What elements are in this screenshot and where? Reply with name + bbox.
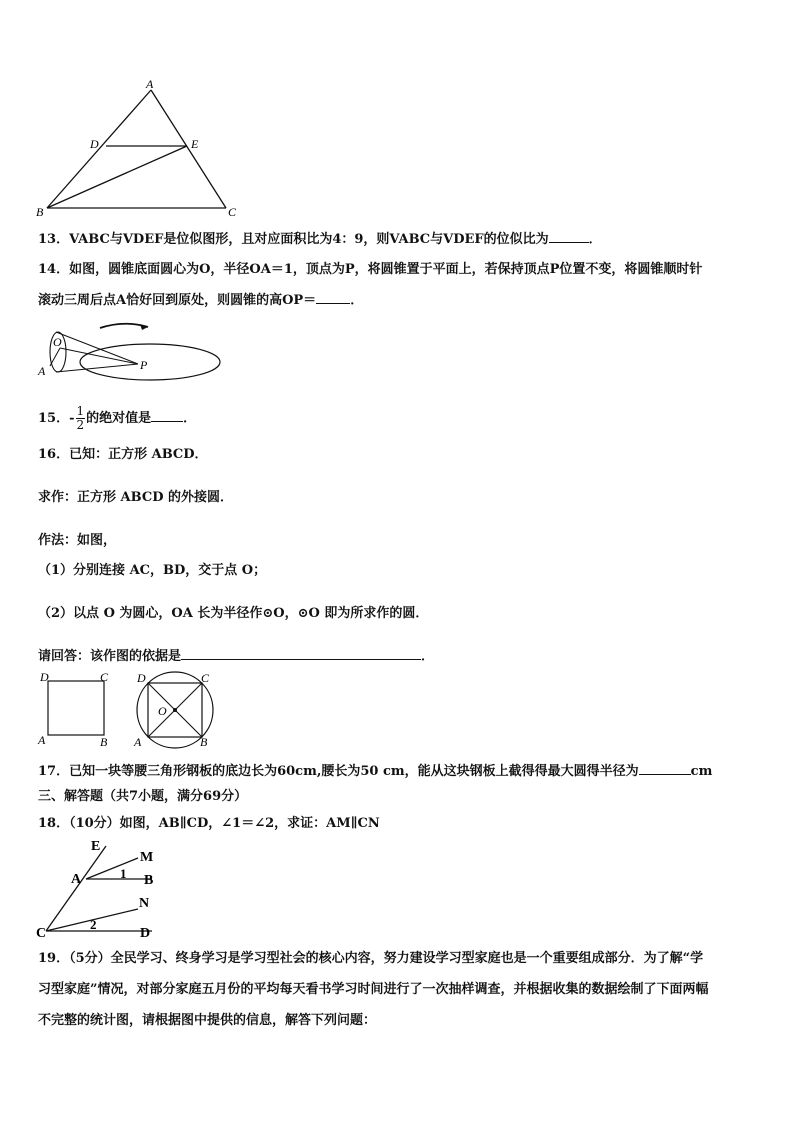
- question-15: [38, 405, 196, 432]
- question-13: [38, 230, 602, 249]
- label-D: D: [40, 670, 49, 684]
- label-E: E: [191, 137, 199, 151]
- angle-2-label: 2: [90, 917, 97, 932]
- label-O: O: [158, 704, 167, 718]
- question-16-ask-text: 请回答：该作图的依据是: [38, 649, 182, 664]
- label-B: B: [36, 205, 44, 219]
- question-15-text: 的绝对值是: [86, 411, 152, 426]
- label-E: E: [91, 839, 101, 854]
- question-14-line2: [38, 291, 363, 310]
- label-A: A: [134, 735, 142, 749]
- question-13-text: 13．VABC与VDEF是位似图形，且对应面积比为4：9，则VABC与VDEF的位似比为: [38, 232, 549, 247]
- cone-figure: [32, 318, 228, 384]
- question-16-ask: [38, 647, 434, 666]
- fraction-one-half: [76, 405, 86, 432]
- label-N: N: [139, 896, 150, 911]
- question-13-end: ．: [588, 232, 602, 247]
- label-O: O: [53, 335, 62, 349]
- label-A: A: [38, 733, 46, 747]
- question-18: 18．（10分）如图，AB∥CD，∠1＝∠2，求证：AM∥CN: [38, 816, 380, 831]
- label-A: A: [146, 77, 154, 91]
- fraction-denominator: 2: [76, 418, 85, 432]
- question-14-end: ．: [350, 293, 364, 308]
- label-A: A: [38, 364, 46, 378]
- answer-blank-17[interactable]: [639, 762, 691, 775]
- section-heading: 三、解答题（共7小题，满分69分）: [38, 789, 248, 804]
- question-17-unit: cm: [690, 764, 713, 779]
- question-16-given: 16．已知：正方形 ABCD．: [38, 447, 208, 462]
- question-14-line1: 14．如图，圆锥底面圆心为O，半径OA＝1，顶点为P，将圆锥置于平面上，若保持顶点P位置不变，将圆锥顺时针: [38, 262, 703, 277]
- label-B: B: [144, 873, 154, 888]
- question-14-text: 滚动三周后点A恰好回到原处，则圆锥的高OP＝: [38, 293, 317, 308]
- question-16-task: 求作：正方形 ABCD 的外接圆．: [38, 490, 233, 505]
- triangle-figure: [30, 76, 250, 220]
- answer-blank-14[interactable]: [316, 291, 350, 304]
- label-A: A: [71, 872, 82, 887]
- answer-blank-13[interactable]: [549, 230, 589, 243]
- question-15-prefix: 15．-: [38, 411, 75, 426]
- angle-1-label: 1: [120, 866, 127, 881]
- question-16-step2: （2）以点 O 为圆心，OA 长为半径作⊙O，⊙O 即为所求作的圆．: [38, 606, 429, 621]
- label-C: C: [36, 926, 47, 941]
- label-C: C: [201, 671, 210, 685]
- question-19-line1: 19．（5分）全民学习、终身学习是学习型社会的核心内容，努力建设学习型家庭也是一个重要组成部分．为了解“学: [38, 951, 704, 966]
- fraction-numerator: 1: [76, 404, 85, 418]
- label-D: D: [140, 926, 151, 941]
- label-D: D: [90, 137, 99, 151]
- label-B: B: [200, 735, 208, 749]
- question-17: [38, 762, 712, 781]
- question-17-text: 17．已知一块等腰三角形钢板的底边长为60cm,腰长为50 cm，能从这块钢板上截得得最大圆得半径为: [38, 764, 639, 779]
- label-D: D: [137, 671, 146, 685]
- question-19-line2: 习型家庭”情况，对部分家庭五月份的平均每天看书学习时间进行了一次抽样调查，并根据收集的数据绘制了下面两幅: [38, 982, 709, 997]
- circumcircle-figure: [128, 666, 224, 752]
- question-16-method: 作法：如图，: [38, 533, 117, 548]
- label-C: C: [100, 670, 109, 684]
- question-15-end: ．: [183, 411, 197, 426]
- question-16-end: ．: [421, 649, 435, 664]
- question-16-step1: （1）分别连接 AC，BD，交于点 O；: [38, 563, 267, 578]
- label-B: B: [100, 735, 108, 749]
- label-M: M: [140, 850, 154, 865]
- label-P: P: [140, 358, 148, 372]
- parallel-lines-figure: [34, 836, 168, 942]
- answer-blank-15[interactable]: [151, 409, 183, 422]
- label-C: C: [228, 205, 237, 219]
- answer-blank-16[interactable]: [181, 647, 421, 660]
- square-figure: [34, 668, 118, 750]
- question-19-line3: 不完整的统计图，请根据图中提供的信息，解答下列问题：: [38, 1013, 377, 1028]
